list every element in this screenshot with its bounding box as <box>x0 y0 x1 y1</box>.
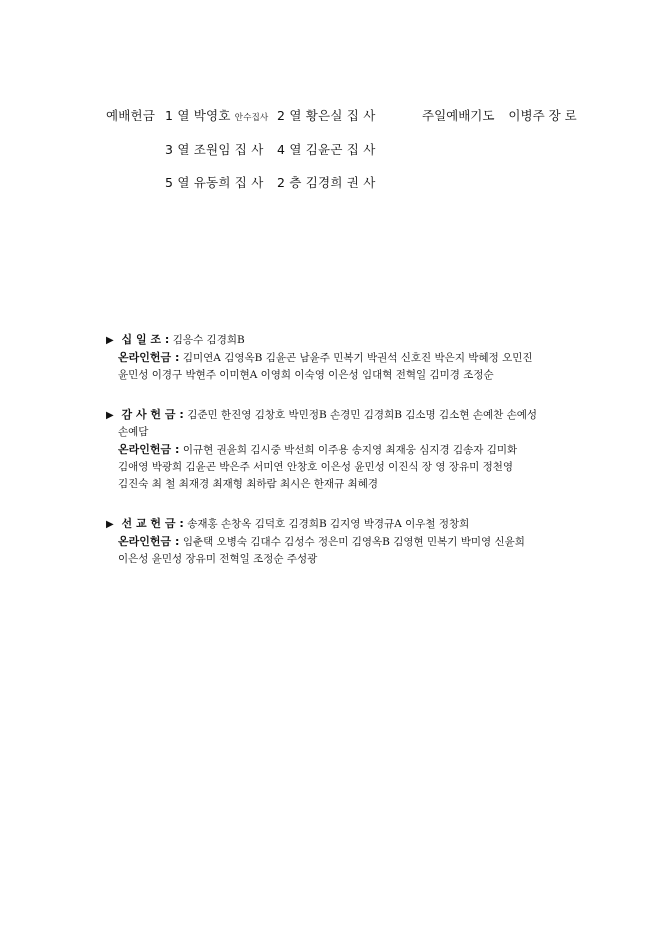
section-names: 송재홍 손창옥 김덕호 김경희B 김지영 박경규A 이우철 정창희 <box>187 518 470 530</box>
section-mission <box>106 515 576 568</box>
section-names-cont: 손예담 <box>118 426 149 438</box>
prayer-name: 이병주 장 로 <box>508 108 577 123</box>
section-names: 김응수 김경희B <box>172 334 245 346</box>
triangle-right-icon: ▶ <box>106 410 114 421</box>
online-header: 온라인헌금 : 이규현 권윤희 김시중 박선희 이주용 송지영 최재웅 심지경 김송자 김미화 <box>118 443 518 456</box>
offering-row-1-right: 2 열 황은실 집 사 <box>277 108 376 123</box>
section-label: 십 일 조 <box>121 333 162 346</box>
online-label: 온라인헌금 <box>118 535 172 548</box>
offering-row-3-left: 5 열 유동희 집 사 <box>165 175 264 190</box>
triangle-right-icon: ▶ <box>106 335 114 346</box>
online-names: 임춘택 오병숙 김대수 김성수 정은미 김영옥B 김영현 민복기 박미영 신윤희 <box>182 536 525 548</box>
offering-row-1-left <box>165 106 268 124</box>
prayer-label: 주일예배기도 <box>422 108 495 123</box>
online-names-cont: 윤민성 이경구 박현주 이미현A 이영희 이숙영 이은성 임대혁 전혁일 김미경 조정순 <box>118 369 494 381</box>
offering-sections <box>106 331 576 590</box>
offering-row-3-right: 2 층 김경희 권 사 <box>277 175 376 190</box>
section-label: 감 사 헌 금 <box>121 408 176 421</box>
online-names-cont: 김진숙 최 철 최재경 최재형 최하람 최시은 한재규 최혜경 <box>118 478 378 490</box>
online-names-cont: 김애영 박광희 김윤곤 박은주 서미연 안창호 이은성 윤민성 이진식 장 영 장유미 정천영 <box>118 461 514 473</box>
triangle-right-icon: ▶ <box>106 519 114 530</box>
section-tithe <box>106 331 576 384</box>
offering-entry: 1 열 박영호 <box>165 108 231 123</box>
online-header: 온라인헌금 : 임춘택 오병숙 김대수 김성수 정은미 김영옥B 김영현 민복기 박미영 신윤희 <box>118 535 525 548</box>
online-header: 온라인헌금 : 김미연A 김영옥B 김윤곤 남윤주 민복기 박권석 신호진 박은지 박혜정 오민진 <box>118 351 533 364</box>
section-thanksgiving <box>106 406 576 493</box>
online-names: 김미연A 김영옥B 김윤곤 남윤주 민복기 박권석 신호진 박은지 박혜정 오민진 <box>182 352 533 364</box>
offering-row-2-right: 4 열 김윤곤 집 사 <box>277 142 376 157</box>
offering-title: 예배헌금 <box>106 108 156 123</box>
prayer-info <box>422 106 577 124</box>
section-header: ▶ 십 일 조 : 김응수 김경희B <box>106 331 576 349</box>
online-label: 온라인헌금 <box>118 443 172 456</box>
offering-entry-title: 안수집사 <box>234 113 269 123</box>
online-names: 이규현 권윤희 김시중 박선희 이주용 송지영 최재웅 심지경 김송자 김미화 <box>182 444 518 456</box>
section-names: 김준민 한진영 김창호 박민정B 손경민 김경희B 김소명 김소현 손예찬 손예성 <box>187 409 537 421</box>
offering-row-2-left: 3 열 조원임 집 사 <box>165 142 264 157</box>
section-label: 선 교 헌 금 <box>121 517 176 530</box>
section-header: ▶ 감 사 헌 금 : 김준민 한진영 김창호 박민정B 손경민 김경희B 김소명 김소현 손예찬 손예성 <box>106 406 576 424</box>
section-header: ▶ 선 교 헌 금 : 송재홍 손창옥 김덕호 김경희B 김지영 박경규A 이우철 정창희 <box>106 515 576 533</box>
online-names-cont: 이은성 윤민성 장유미 전혁일 조정순 주성광 <box>118 553 318 565</box>
online-label: 온라인헌금 <box>118 351 172 364</box>
